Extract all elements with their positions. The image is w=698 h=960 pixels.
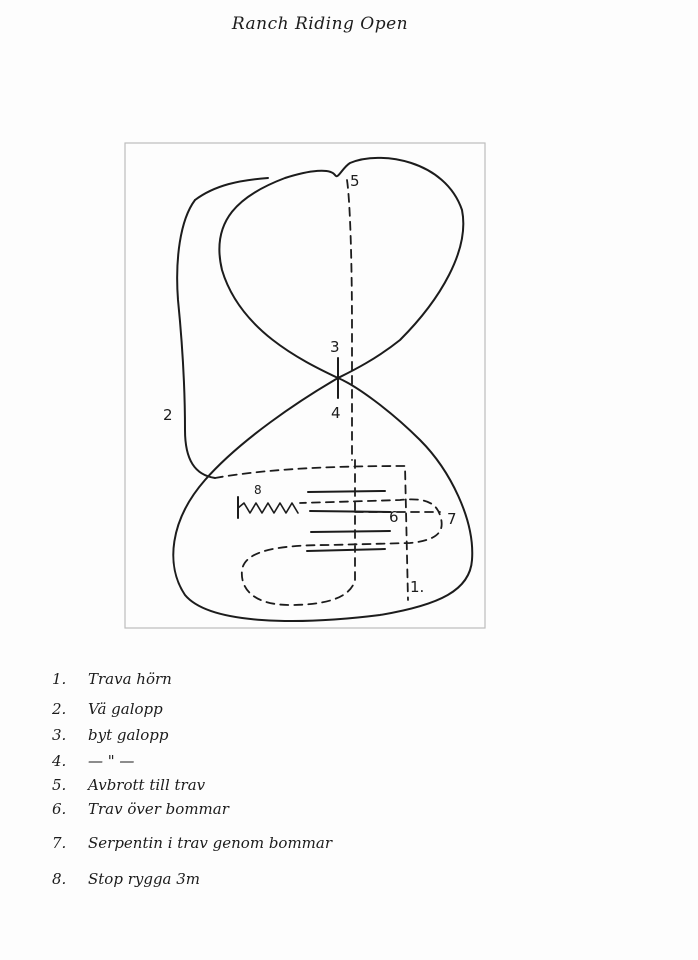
back-up-zigzag	[238, 503, 298, 513]
legend-number: 5.	[52, 776, 67, 794]
legend-number: 7.	[52, 834, 67, 852]
marker-7: 7	[447, 510, 457, 528]
legend-item	[52, 752, 134, 770]
marker-8: 8	[254, 483, 262, 497]
legend-number: 8.	[52, 870, 67, 888]
legend-number: 6.	[52, 800, 67, 818]
lower-loop-path	[173, 378, 472, 621]
trot-pole	[308, 491, 385, 492]
page-title: Ranch Riding Open	[231, 14, 409, 34]
legend-text: byt galopp	[88, 726, 169, 744]
legend-item	[52, 870, 200, 888]
legend-item	[52, 800, 229, 818]
trot-pole	[307, 549, 385, 551]
upper-left-arc	[195, 178, 268, 200]
legend-text: Avbrott till trav	[88, 776, 206, 794]
marker-6: 6	[389, 508, 399, 526]
marker-3: 3	[330, 338, 340, 356]
legend-item	[52, 700, 163, 718]
legend-text: Trava hörn	[88, 670, 172, 688]
trot-pole	[310, 511, 390, 512]
legend-text: Stop rygga 3m	[88, 870, 201, 888]
legend-number: 1.	[52, 670, 67, 688]
corner-trot-path	[215, 466, 408, 600]
trot-pole	[311, 531, 390, 532]
legend-text: Serpentin i trav genom bommar	[88, 834, 333, 852]
arena-border	[125, 143, 485, 628]
legend-number: 3.	[52, 726, 67, 744]
left-lead-path	[177, 200, 215, 478]
marker-4: 4	[331, 404, 341, 422]
legend-number: 2.	[52, 700, 67, 718]
legend-item	[52, 776, 205, 794]
marker-2: 2	[163, 406, 173, 424]
legend-text: — " —	[88, 752, 135, 770]
marker-5: 5	[350, 172, 360, 190]
legend-item	[52, 726, 168, 744]
legend-number: 4.	[52, 752, 67, 770]
legend-item	[52, 834, 332, 852]
upper-loop-path	[219, 158, 463, 378]
legend-text: Vä galopp	[88, 700, 163, 718]
marker-1: 1.	[410, 578, 425, 596]
legend-text: Trav över bommar	[88, 800, 229, 818]
center-trot-line	[347, 180, 352, 460]
legend-item	[52, 670, 172, 688]
